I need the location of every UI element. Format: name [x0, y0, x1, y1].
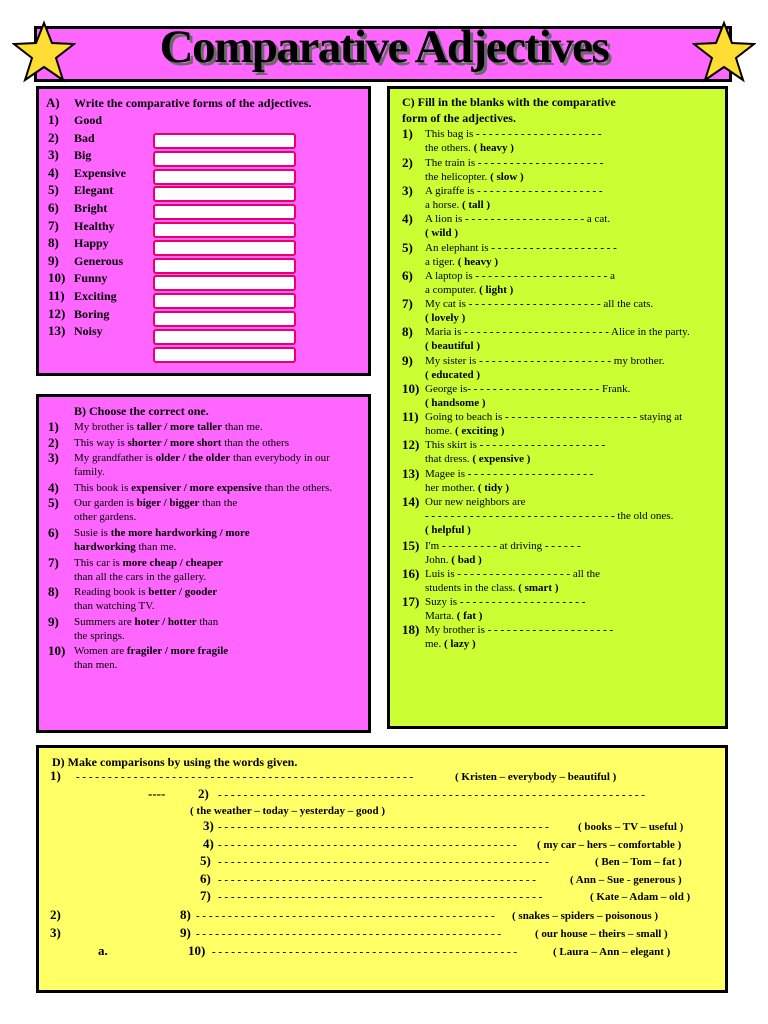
- question-text: [74, 540, 176, 554]
- text-segment: a horse.: [425, 199, 462, 211]
- text-segment: Maria is: [425, 326, 465, 338]
- text-segment: ( exciting ): [454, 425, 505, 437]
- text-segment: - - - - - - - - - - - - - - - - - - - - -: [475, 270, 608, 282]
- question-text: [74, 496, 237, 510]
- text-segment: - - - - - - - - - - - - - - - - - - - -: [476, 128, 602, 140]
- answer-blank: - - - - - - - - - - - - - - - - - - - - - - - - - - - - - - - - - - - - - - - - - - - - - - - -: [212, 946, 518, 958]
- question-text: [74, 570, 206, 584]
- text-segment: at driving: [496, 540, 545, 552]
- star-icon-left: [12, 20, 76, 84]
- item-number: 2): [402, 155, 413, 170]
- given-words: ( snakes – spiders – poisonous ): [512, 910, 659, 922]
- text-segment: expensiver / more expensive: [131, 481, 262, 494]
- answer-blank: - - - - - - - - - - - - - - - - - - - - - - - - - - - - - - - - - - - - - - - - - - - - - - - - - - - -: [218, 821, 549, 833]
- text-segment: ( educated ): [425, 369, 480, 381]
- answer-box[interactable]: [153, 240, 296, 256]
- item-number: 5): [402, 240, 413, 255]
- text-segment: Alice in the party.: [608, 326, 690, 338]
- question-text: [74, 599, 155, 613]
- text-segment: ( tidy ): [477, 482, 510, 494]
- blank-sentence: [425, 539, 581, 553]
- text-segment: than watching TV.: [74, 600, 155, 613]
- item-number: 8): [48, 584, 59, 600]
- blank-sentence: [425, 311, 465, 325]
- blank-sentence: [425, 368, 480, 382]
- blank-sentence: [425, 170, 524, 184]
- item-number: 4): [203, 836, 214, 851]
- item-number: 4): [48, 479, 59, 495]
- text-segment: My brother is: [74, 421, 137, 433]
- item-number: 1): [402, 126, 413, 141]
- page-title: Comparative Adjectives: [159, 21, 609, 73]
- text-segment: ( lazy ): [443, 638, 476, 650]
- question-text: [74, 481, 332, 495]
- answer-blank: - - - - - - - - - - - - - - - - - - - - - - - - - - - - - - - - - - - - - - - - - - - - - - - -: [196, 928, 502, 940]
- item-number: 7): [48, 554, 59, 570]
- text-segment: This bag is: [425, 128, 477, 140]
- text-segment: ( slow ): [490, 171, 524, 183]
- given-words: ( our house – theirs – small ): [535, 928, 668, 940]
- adjective-word: Good: [74, 113, 103, 127]
- star-icon-right: [692, 20, 756, 84]
- text-segment: Susie is: [74, 527, 111, 539]
- given-words: ( Kristen – everybody – beautiful ): [455, 771, 617, 783]
- item-number: 12): [402, 437, 420, 452]
- item-number: 11): [48, 288, 65, 303]
- given-words: ( Ann – Sue - generous ): [570, 874, 682, 886]
- blank-sentence: [425, 382, 630, 396]
- text-segment: ( beautiful ): [425, 340, 480, 352]
- text-segment: Reading book is: [74, 586, 149, 599]
- answer-box[interactable]: [153, 329, 296, 345]
- text-segment: ( wild ): [425, 227, 458, 239]
- text-segment: My brother is: [425, 624, 488, 636]
- adjective-word: Noisy: [74, 324, 103, 339]
- item-number: 18): [402, 622, 420, 637]
- section-b-heading: B) Choose the correct one.: [74, 404, 209, 418]
- adjective-word: Elegant: [74, 183, 114, 198]
- blank-sentence: [425, 396, 486, 410]
- blank-sentence: [425, 553, 482, 567]
- answer-blank: - - - - - - - - - - - - - - - - - - - - - - - - - - - - - - - - - - - - - - - - - - - - - - -: [196, 910, 495, 922]
- blank-sentence: [425, 609, 482, 623]
- item-number: a.: [98, 943, 108, 958]
- item-number: 3): [50, 925, 61, 940]
- question-text: [74, 436, 289, 450]
- text-segment: than men.: [74, 659, 118, 672]
- text-segment: Magee is: [425, 468, 468, 480]
- item-number: 3): [48, 450, 59, 466]
- section-a-letter: A): [46, 95, 60, 110]
- item-number: 3): [48, 147, 59, 163]
- text-segment: older / the older: [155, 452, 231, 465]
- text-segment: ( heavy ): [457, 256, 499, 268]
- answer-box[interactable]: [153, 133, 296, 149]
- text-segment: An elephant is: [425, 242, 492, 254]
- text-segment: ( handsome ): [425, 397, 486, 409]
- item-number: 4): [402, 211, 413, 226]
- answer-box[interactable]: [153, 347, 296, 363]
- text-segment: My cat is: [425, 298, 469, 310]
- item-number: 13): [402, 466, 420, 481]
- text-segment: - - - - - - - - - - - - - - - - - - - - -: [505, 411, 637, 423]
- adjective-word: Healthy: [74, 218, 115, 233]
- text-segment: than everybody in our: [230, 452, 330, 465]
- blank-sentence: [425, 255, 498, 269]
- answer-box[interactable]: [153, 258, 296, 274]
- item-number: ----: [148, 786, 166, 801]
- text-segment: - - - - - - - - - - - - - - - - - - - - - - -: [464, 326, 609, 338]
- item-number: 1): [48, 419, 59, 434]
- item-number: 2): [50, 907, 61, 922]
- adjective-word: Boring: [74, 306, 110, 321]
- text-segment: than the others: [221, 436, 289, 449]
- blank-sentence: [425, 567, 600, 581]
- blank-sentence: [425, 141, 514, 155]
- item-number: 2): [48, 129, 59, 145]
- blank-sentence: [425, 623, 613, 637]
- text-segment: ( fat ): [456, 610, 483, 622]
- text-segment: Marta.: [425, 610, 457, 622]
- item-number: 8): [48, 235, 59, 251]
- text-segment: the others.: [425, 142, 474, 154]
- adjective-word: Generous: [74, 253, 124, 268]
- given-words: ( the weather – today – yesterday – good ): [190, 805, 386, 817]
- text-segment: a: [607, 270, 615, 282]
- item-number: 8): [402, 324, 413, 339]
- item-number: 12): [48, 305, 66, 321]
- blank-sentence: [425, 198, 490, 212]
- adjective-word: Bright: [74, 201, 108, 215]
- answer-box[interactable]: [153, 293, 296, 309]
- question-text: [74, 615, 218, 629]
- text-segment: than the others.: [261, 481, 333, 494]
- blank-sentence: [425, 595, 585, 609]
- blank-sentence: [425, 127, 602, 141]
- item-number: 2): [198, 786, 209, 801]
- question-text: [74, 658, 117, 672]
- adjective-word: Happy: [74, 236, 109, 251]
- item-number: 6): [200, 871, 211, 886]
- text-segment: better / gooder: [148, 586, 218, 599]
- item-number: 5): [48, 182, 59, 198]
- text-segment: - - - - - - - - - - - - - - - - - - - -: [479, 439, 606, 451]
- item-number: 13): [48, 323, 66, 339]
- given-words: ( my car – hers – comfortable ): [537, 839, 682, 851]
- blank-sentence: [425, 438, 605, 452]
- text-segment: me.: [425, 638, 444, 650]
- blank-sentence: [425, 354, 665, 368]
- blank-sentence: [425, 467, 593, 481]
- text-segment: than: [196, 615, 219, 628]
- item-number: 2): [48, 434, 59, 450]
- item-number: 10): [188, 943, 206, 958]
- question-text: [74, 465, 105, 479]
- answer-blank: - - - - - - - - - - - - - - - - - - - - - - - - - - - - - - - - - - - - - - - - - - - - - - - - - - - - -: [76, 771, 414, 783]
- text-segment: Women are: [74, 645, 127, 658]
- section-c-heading-line1: C) Fill in the blanks with the comparative: [402, 95, 616, 109]
- answer-blank: - - - - - - - - - - - - - - - - - - - - - - - - - - - - - - - - - - - - - - - - - - - - - - - - - - - -: [218, 856, 549, 868]
- text-segment: - - - - - - - - - - - - - - - - - - - -: [477, 157, 604, 169]
- section-a-heading: Write the comparative forms of the adjectives.: [74, 96, 312, 110]
- item-number: 10): [48, 270, 66, 286]
- item-number: 14): [402, 494, 420, 509]
- text-segment: students in the class.: [425, 582, 519, 594]
- answer-blank: - - - - - - - - - - - - - - - - - - - - - - - - - - - - - - - - - - - - - - - - - - - - - - - - - - -: [218, 891, 543, 903]
- text-segment: This skirt is: [425, 439, 480, 451]
- given-words: ( Ben – Tom – fat ): [595, 856, 682, 868]
- text-segment: than me.: [135, 541, 177, 553]
- blank-sentence: [425, 212, 610, 226]
- text-segment: biger / bigger: [136, 497, 200, 510]
- text-segment: more cheap / cheaper: [122, 556, 223, 569]
- text-segment: - - - - - - - - - - - - - - - - - -: [457, 568, 571, 580]
- blank-sentence: [425, 509, 673, 523]
- blank-sentence: [425, 581, 559, 595]
- text-segment: ( tall ): [461, 199, 491, 211]
- adjective-word: Big: [74, 148, 92, 163]
- adjective-word: Exciting: [74, 289, 117, 303]
- item-number: 9): [48, 613, 59, 629]
- blank-sentence: [425, 283, 513, 297]
- adjective-word: Bad: [74, 130, 95, 145]
- text-segment: ( bad ): [451, 554, 482, 566]
- text-segment: Frank.: [599, 383, 631, 395]
- text-segment: This way is: [74, 436, 128, 449]
- question-text: [74, 451, 330, 465]
- answer-box[interactable]: [153, 222, 296, 238]
- text-segment: - - - - - -: [544, 540, 581, 552]
- text-segment: shorter / more short: [127, 436, 222, 449]
- text-segment: - - - - - - - - - - - - - - - - - - -: [465, 213, 585, 225]
- item-number: 1): [48, 112, 59, 127]
- text-segment: - - - - - - - - - - - - - - - - - - - -: [467, 468, 594, 480]
- item-number: 5): [48, 495, 59, 511]
- text-segment: the more hardworking / more: [110, 527, 250, 539]
- item-number: 9): [48, 252, 59, 268]
- text-segment: John.: [425, 554, 452, 566]
- item-number: 1): [50, 768, 61, 783]
- text-segment: a tiger.: [425, 256, 458, 268]
- item-number: 17): [402, 594, 420, 609]
- blank-sentence: [425, 241, 617, 255]
- item-number: 10): [402, 381, 420, 396]
- text-segment: the old ones.: [614, 510, 674, 522]
- text-segment: The train is: [425, 157, 478, 169]
- text-segment: hardworking: [74, 541, 136, 553]
- blank-sentence: [425, 325, 690, 339]
- text-segment: Suzy is: [425, 596, 460, 608]
- text-segment: ( helpful ): [425, 524, 471, 536]
- blank-sentence: [425, 226, 458, 240]
- answer-blank: - - - - - - - - - - - - - - - - - - - - - - - - - - - - - - - - - - - - - - - - - - - - - - -: [218, 839, 517, 851]
- text-segment: My sister is: [425, 355, 480, 367]
- blank-sentence: [425, 156, 603, 170]
- answer-blank: - - - - - - - - - - - - - - - - - - - - - - - - - - - - - - - - - - - - - - - - - - - - - - - - - -: [218, 874, 536, 886]
- answer-box[interactable]: [153, 204, 296, 220]
- text-segment: the springs.: [74, 629, 125, 642]
- answer-box[interactable]: [153, 311, 296, 327]
- text-segment: Luis is: [425, 568, 458, 580]
- answer-box[interactable]: [153, 275, 296, 291]
- given-words: ( Kate – Adam – old ): [590, 891, 691, 903]
- text-segment: A laptop is: [425, 270, 476, 282]
- text-segment: - - - - - - - - - - - - - - - - - - - -: [487, 624, 614, 636]
- item-number: 3): [402, 183, 413, 198]
- question-text: [74, 420, 263, 434]
- blank-sentence: [425, 523, 471, 537]
- given-words: ( Laura – Ann – elegant ): [553, 946, 671, 958]
- text-segment: staying at: [636, 411, 683, 423]
- blank-sentence: [425, 269, 615, 283]
- text-segment: - - - - - - - - - - - - - - - - - - - -: [491, 242, 617, 254]
- text-segment: all the cats.: [600, 298, 654, 310]
- text-segment: home.: [425, 425, 455, 437]
- blank-sentence: [425, 339, 480, 353]
- blank-sentence: [425, 410, 682, 424]
- text-segment: family.: [74, 466, 105, 479]
- answer-blank: - - - - - - - - - - - - - - - - - - - - - - - - - - - - - - - - - - - - - - - - - - - - - - - - - - - - - - - - - - - - - - - - - - -: [218, 789, 645, 801]
- item-number: 11): [402, 409, 419, 424]
- text-segment: - - - - - - - - - - - - - - - - - - - -: [459, 596, 586, 608]
- text-segment: ( heavy ): [473, 142, 514, 154]
- item-number: 9): [180, 925, 191, 940]
- text-segment: This car is: [74, 556, 123, 569]
- item-number: 6): [402, 268, 413, 283]
- text-segment: Going to beach is: [425, 411, 506, 423]
- question-text: [74, 510, 136, 524]
- text-segment: than me.: [222, 421, 263, 433]
- given-words: ( books – TV – useful ): [578, 821, 684, 833]
- item-number: 16): [402, 566, 420, 581]
- text-segment: that dress.: [425, 453, 473, 465]
- text-segment: - - - - - - - - - - - - - - - - - - - - -: [467, 383, 600, 395]
- text-segment: ( light ): [479, 284, 514, 296]
- item-number: 8): [180, 907, 191, 922]
- text-segment: Our garden is: [74, 497, 137, 510]
- text-segment: other gardens.: [74, 511, 137, 524]
- blank-sentence: [425, 184, 603, 198]
- text-segment: - - - - - - - - - - - - - - - - - - - - -: [468, 298, 601, 310]
- text-segment: ( expensive ): [472, 453, 531, 465]
- text-segment: a cat.: [584, 213, 611, 225]
- blank-sentence: [425, 424, 504, 438]
- item-number: 5): [200, 853, 211, 868]
- item-number: 15): [402, 538, 420, 553]
- item-number: 10): [48, 643, 66, 659]
- text-segment: all the: [570, 568, 601, 580]
- text-segment: My grandfather is: [74, 452, 156, 465]
- text-segment: - - - - - - - - - - - - - - - - - - - - - - - - - - - - - -: [425, 510, 615, 522]
- text-segment: I'm: [425, 540, 442, 552]
- item-number: 7): [402, 296, 413, 311]
- answer-box[interactable]: [153, 151, 296, 167]
- blank-sentence: [425, 637, 476, 651]
- text-segment: - - - - - - - - - - - - - - - - - - - - -: [479, 355, 612, 367]
- question-text: [74, 556, 223, 570]
- text-segment: Summers are: [74, 615, 135, 628]
- text-segment: my brother.: [611, 355, 665, 367]
- text-segment: Our new neighbors are: [425, 496, 526, 508]
- text-segment: her mother.: [425, 482, 478, 494]
- blank-sentence: [425, 495, 526, 509]
- blank-sentence: [425, 452, 530, 466]
- text-segment: ( lovely ): [425, 312, 466, 324]
- blank-sentence: [425, 481, 509, 495]
- text-segment: the helicopter.: [425, 171, 491, 183]
- text-segment: ( smart ): [518, 582, 559, 594]
- item-number: 9): [402, 353, 413, 368]
- adjective-word: Funny: [74, 271, 108, 286]
- text-segment: A lion is: [425, 213, 466, 225]
- answer-box[interactable]: [153, 169, 296, 185]
- item-number: 6): [48, 525, 59, 540]
- question-text: [74, 585, 217, 599]
- question-text: [74, 644, 228, 658]
- text-segment: than the: [199, 497, 238, 510]
- text-segment: a computer.: [425, 284, 480, 296]
- text-segment: - - - - - - - - -: [441, 540, 497, 552]
- answer-box[interactable]: [153, 186, 296, 202]
- text-segment: A giraffe is: [425, 185, 478, 197]
- section-c-heading-line2: form of the adjectives.: [402, 111, 516, 125]
- text-segment: than all the cars in the gallery.: [74, 570, 207, 583]
- section-d-heading: D) Make comparisons by using the words given.: [52, 755, 298, 769]
- text-segment: taller / more taller: [136, 421, 223, 433]
- text-segment: hoter / hotter: [134, 615, 197, 628]
- text-segment: George is: [425, 383, 468, 395]
- text-segment: - - - - - - - - - - - - - - - - - - - -: [477, 185, 603, 197]
- text-segment: This book is: [74, 481, 132, 494]
- item-number: 4): [48, 164, 59, 180]
- item-number: 7): [48, 217, 59, 233]
- item-number: 6): [48, 200, 59, 215]
- item-number: 7): [200, 888, 211, 903]
- question-text: [74, 629, 125, 643]
- text-segment: fragiler / more fragile: [126, 645, 229, 658]
- question-text: [74, 526, 250, 540]
- blank-sentence: [425, 297, 653, 311]
- item-number: 3): [203, 818, 214, 833]
- adjective-word: Expensive: [74, 165, 127, 180]
